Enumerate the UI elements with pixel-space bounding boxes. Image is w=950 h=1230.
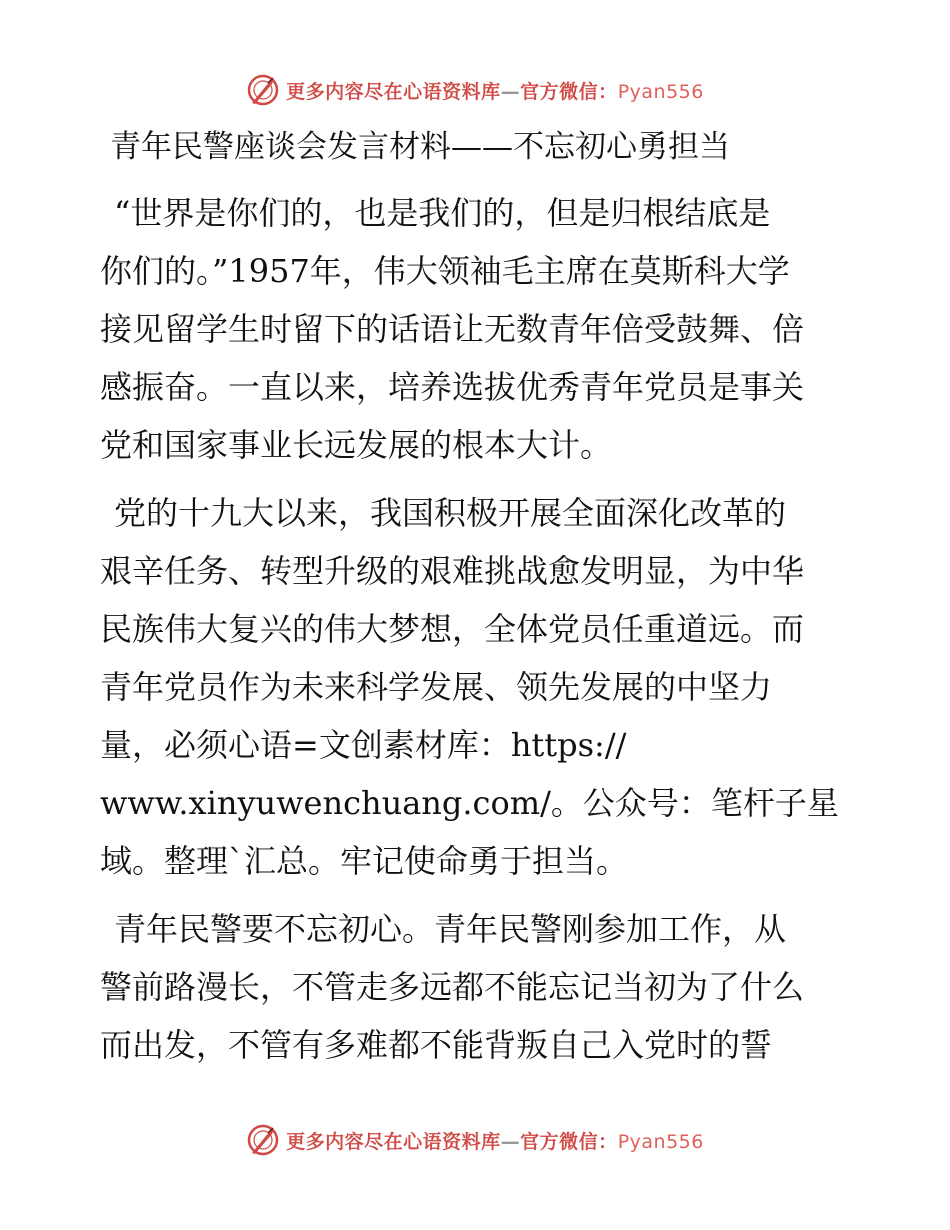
text-line: 青年民警要不忘初心。青年民警刚参加工作，从 [114,910,787,948]
header-banner [0,70,950,110]
text-line: 域。整理`汇总。牢记使命勇于担当。 [100,842,629,880]
banner-dash: — [500,80,521,103]
text-line: 青年党员作为未来科学发展、领先发展的中坚力 [100,668,773,706]
document-title: 青年民警座谈会发言材料——不忘初心勇担当 [110,129,730,165]
text-line: 感振奋。一直以来，培养选拔优秀青年党员是事关 [100,368,805,406]
text-line: www.xinyuwenchuang.com/。公众号：笔杆子星 [100,784,839,822]
banner-official-text: 官方微信： [520,1130,618,1153]
text-line: 民族伟大复兴的伟大梦想，全体党员任重道远。而 [100,610,805,648]
banner-wechat-id: Pyan556 [617,1130,704,1153]
text-line: 艰辛任务、转型升级的艰难挑战愈发明显，为中华 [100,552,805,590]
text-line: 警前路漫长，不管走多远都不能忘记当初为了什么 [100,968,805,1006]
paragraph-3 [100,900,860,1074]
quill-pen-circle-icon [246,1123,280,1157]
document-body [100,118,860,1084]
banner-dash: — [500,1130,521,1153]
banner-wechat-id: Pyan556 [617,80,704,103]
text-line: 你们的。”1957年，伟大领袖毛主席在莫斯科大学 [100,252,790,290]
paragraph-1 [100,184,860,474]
footer-banner-text [286,1127,704,1154]
footer-banner [0,1120,950,1160]
text-line: 党的十九大以来，我国积极开展全面深化改革的 [114,494,787,532]
text-line: 而出发，不管有多难都不能背叛自己入党时的誓 [100,1026,773,1064]
paragraph-2 [100,484,860,890]
text-line: 接见留学生时留下的话语让无数青年倍受鼓舞、倍 [100,310,805,348]
quill-pen-circle-icon [246,73,280,107]
banner-official-text: 官方微信： [520,80,618,103]
text-line: 党和国家事业长远发展的根本大计。 [100,426,613,464]
banner-main-text: 更多内容尽在心语资料库 [286,1130,501,1153]
banner-main-text: 更多内容尽在心语资料库 [286,80,501,103]
text-line: 量，必须心语=文创素材库：https:// [100,726,627,764]
header-banner-text [286,77,704,104]
text-line: “世界是你们的，也是我们的，但是归根结底是 [114,194,771,232]
